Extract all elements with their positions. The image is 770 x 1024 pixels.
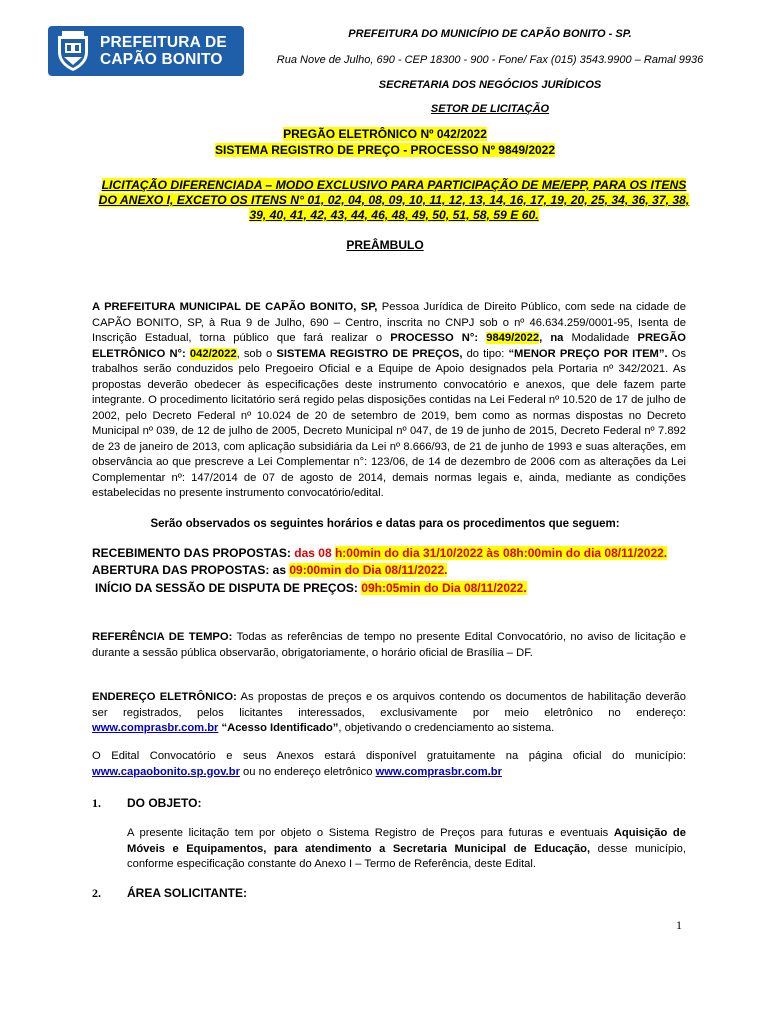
- pregao-title: PREGÃO ELETRÔNICO Nº 042/2022: [283, 127, 487, 141]
- comprasbr-link-2[interactable]: www.comprasbr.com.br: [375, 765, 502, 778]
- header-address: Rua Nove de Julho, 690 - CEP 18300 - 900 - Fone/ Fax (015) 3543.9900 – Ramal 9936: [276, 54, 704, 66]
- objeto-paragraph: A presente licitação tem por objeto o Sistema Registro de Preços para futuras e eventuais Aquisição de Móveis e Equipamentos, para atendimento a Secretaria Municipal de Educação, desse município, conforme especificação constante do Anexo I – Termo de Referência, deste Edital.: [127, 827, 686, 870]
- edital-paragraph: O Edital Convocatório e seus Anexos estará disponível gratuitamente na página oficial do município: www.capaobonito.sp.gov.br ou no endereço eletrônico www.comprasbr.com.br: [92, 750, 686, 778]
- section-1-number: 1.: [92, 796, 101, 810]
- crest-icon: [54, 30, 92, 72]
- section-2-number: 2.: [92, 886, 101, 900]
- horarios-heading: Serão observados os seguintes horários e datas para os procedimentos que seguem:: [150, 518, 620, 530]
- logo-line-1: PREFEITURA DE: [100, 34, 227, 51]
- header-secretaria: SECRETARIA DOS NEGÓCIOS JURÍDICOS: [378, 79, 602, 91]
- page-number: 1: [676, 918, 682, 932]
- section-1-title: DO OBJETO:: [127, 796, 202, 810]
- pregao-processo: SISTEMA REGISTRO DE PREÇO - PROCESSO Nº 9849/2022: [214, 143, 556, 157]
- logo-line-2: CAPÃO BONITO: [100, 51, 223, 68]
- intro-paragraph: A PREFEITURA MUNICIPAL DE CAPÃO BONITO, SP, Pessoa Jurídica de Direito Público, com sede na cidade de CAPÃO BONITO, SP, à Rua 9 de Julho, 690 – Centro, inscrita no CNPJ sob o nº 46.634.259/0001-95, Isenta de Inscrição Estadual, torna público que fará realizar o PROCESSO N°: 9849/2022, na Modalidade PREGÃO ELETRÔNICO N°: 042/2022, sob o SISTEMA REGISTRO DE PREÇOS, do tipo: “MENOR PREÇO POR ITEM”. Os trabalhos serão conduzidos pelo Pregoeiro Oficial e a Equipe de Apoio designados pela Portaria nº 342/2021. As propostas deverão obedecer às especificações deste instrumento convocatório e anexos, que dele fazem parte integrante. O procedimento licitatório será regido pelas disposições contidas na Lei Federal nº 10.520 de 17 de julho de 2002, pelo Decreto Federal nº 10.024 de 20 de setembro de 2019, bem como as normas dispostas no Decreto Municipal nº 039, de 12 de julho de 2005, Decreto Municipal nº 047, de 19 de junho de 2015, Decreto Federal nº 7.892 de 23 de janeiro de 2013, com aplicação subsidiária da Lei nº 8.666/93, de 21 de junho de 1993 e suas alterações, em observância ao que prescreve a Lei Complementar n°: 123/06, de 14 de dezembro de 2006 com as alterações da Lei Complementar nº: 147/2014 de 07 de agosto de 2014, demais normas legais e, ainda, mediante as condições estabelecidas no presente instrumento convocatório/edital.: [92, 301, 687, 499]
- header-setor: SETOR DE LICITAÇÃO: [430, 103, 550, 115]
- referencia-paragraph: REFERÊNCIA DE TEMPO: Todas as referências de tempo no presente Edital Convocatório, no aviso de licitação e durante a sessão pública observarão, obrigatoriamente, o horário oficial de Brasília – DF.: [92, 631, 686, 659]
- section-2-title: ÁREA SOLICITANTE:: [127, 886, 247, 900]
- recebimento-line: RECEBIMENTO DAS PROPOSTAS: das 08 h:00min do dia 31/10/2022 às 08h:00min do dia 08/11/2022.: [92, 546, 668, 560]
- comprasbr-link[interactable]: www.comprasbr.com.br: [92, 722, 219, 734]
- inicio-sessao-line: INÍCIO DA SESSÃO DE DISPUTA DE PREÇOS: 09h:05min do Dia 08/11/2022.: [95, 581, 527, 595]
- capaobonito-link[interactable]: www.capaobonito.sp.gov.br: [92, 765, 240, 778]
- abertura-line: ABERTURA DAS PROPOSTAS: as 09:00min do Dia 08/11/2022.: [92, 563, 448, 577]
- header-municipality: PREFEITURA DO MUNICÍPIO DE CAPÃO BONITO - SP.: [348, 28, 632, 40]
- logo: [48, 26, 244, 76]
- preambulo-heading: PREÂMBULO: [346, 238, 424, 252]
- endereco-paragraph: ENDEREÇO ELETRÔNICO: As propostas de preços e os arquivos contendo os documentos de habilitação deverão ser registrados, pelos licitantes interessados, exclusivamente por meio eletrônico no endereço: www.comprasbr.com.br “Acesso Identificado”, objetivando o credenciamento ao sistema.: [92, 691, 686, 734]
- licitacao-diferenciada: LICITAÇÃO DIFERENCIADA – MODO EXCLUSIVO PARA PARTICIPAÇÃO DE ME/EPP, PARA OS ITENS DO ANEXO I, EXCETO OS ITENS N° 01, 02, 04, 08, 09, 10, 11, 12, 13, 14, 16, 17, 19, 20, 25, 34, 36, 37, 38, 39, 40, 41, 42, 43, 44, 46, 48, 49, 50, 51, 58, 59 E 60.: [98, 178, 690, 222]
